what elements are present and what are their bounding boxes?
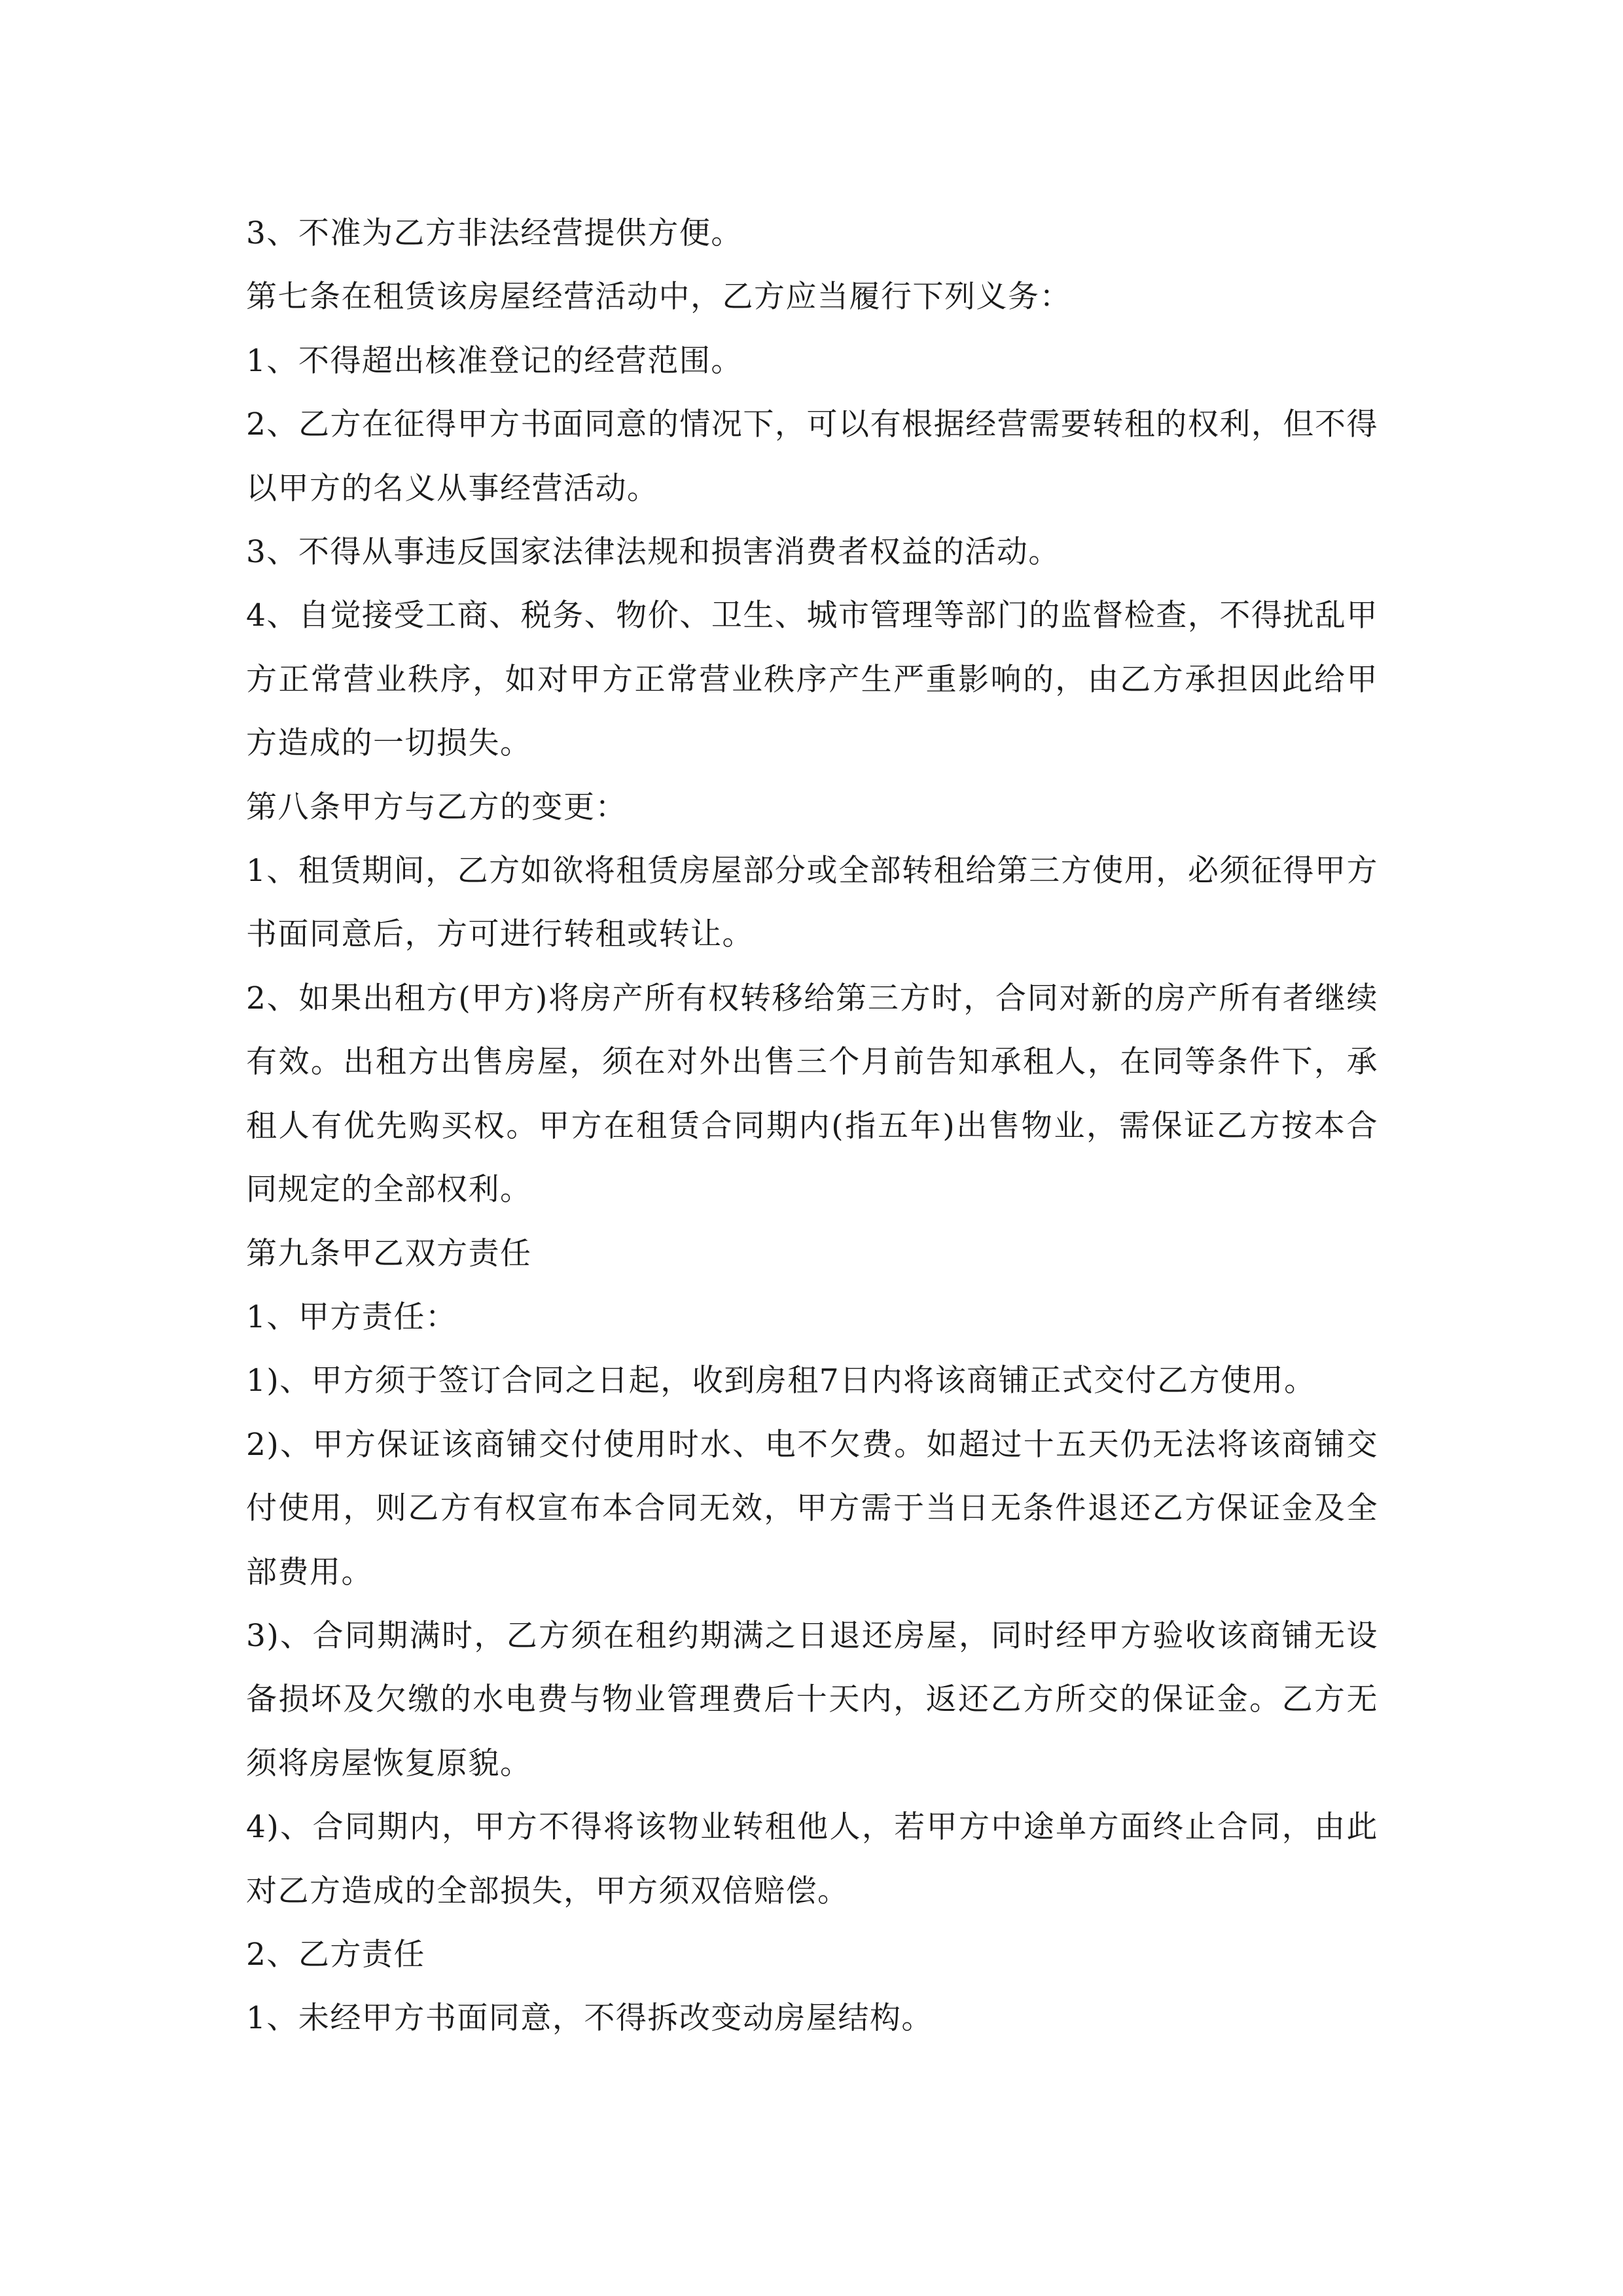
party-b-responsibility-heading: 2、乙方责任 [246,1936,425,1973]
article-8-item-2: 2、如果出租方(甲方)将房产所有权转移给第三方时，合同对新的房产所有者继续有效。出租方出售房屋，须在对外出售三个月前告知承租人，在同等条件下，承租人有优先购买权。甲方在租赁合同期内(指五年)出售物业，需保证乙方按本合同规定的全部权利。 [246,980,1378,1208]
party-b-responsibility-1: 1、未经甲方书面同意，不得拆改变动房屋结构。 [246,2000,933,2037]
article-8-item-1: 1、租赁期间，乙方如欲将租赁房屋部分或全部转租给第三方使用，必须征得甲方书面同意后，方可进行转租或转让。 [246,853,1378,953]
document-body [246,202,1378,2051]
party-a-responsibility-2: 2)、甲方保证该商铺交付使用时水、电不欠费。如超过十五天仍无法将该商铺交付使用，则乙方有权宣布本合同无效，甲方需于当日无条件退还乙方保证金及全部费用。 [246,1426,1378,1590]
article-7-item-4: 4、自觉接受工商、税务、物价、卫生、城市管理等部门的监督检查，不得扰乱甲方正常营业秩序，如对甲方正常营业秩序产生严重影响的，由乙方承担因此给甲方造成的一切损失。 [246,598,1378,762]
article-7-heading: 第七条在租赁该房屋经营活动中，乙方应当履行下列义务： [246,279,1071,315]
party-a-responsibility-3: 3)、合同期满时，乙方须在租约期满之日退还房屋，同时经甲方验收该商铺无设备损坏及欠缴的水电费与物业管理费后十天内，返还乙方所交的保证金。乙方无须将房屋恢复原貌。 [246,1617,1378,1782]
article-7-item-3: 3、不得从事违反国家法律法规和损害消费者权益的活动。 [246,534,1060,571]
article-7-item-1: 1、不得超出核准登记的经营范围。 [246,342,743,379]
article-9-heading: 第九条甲乙双方责任 [246,1235,532,1272]
article-7-item-2: 2、乙方在征得甲方书面同意的情况下，可以有根据经营需要转租的权利，但不得以甲方的名义从事经营活动。 [246,406,1378,507]
party-a-responsibility-4: 4)、合同期内，甲方不得将该物业转租他人，若甲方中途单方面终止合同，由此对乙方造成的全部损失，甲方须双倍赔偿。 [246,1809,1378,1909]
party-a-responsibility-1: 1)、甲方须于签订合同之日起，收到房租7日内将该商铺正式交付乙方使用。 [246,1363,1316,1399]
clause-6-item-3: 3、不准为乙方非法经营提供方便。 [246,215,743,251]
article-8-heading: 第八条甲方与乙方的变更： [246,789,627,825]
party-a-responsibility-heading: 1、甲方责任： [246,1299,457,1335]
